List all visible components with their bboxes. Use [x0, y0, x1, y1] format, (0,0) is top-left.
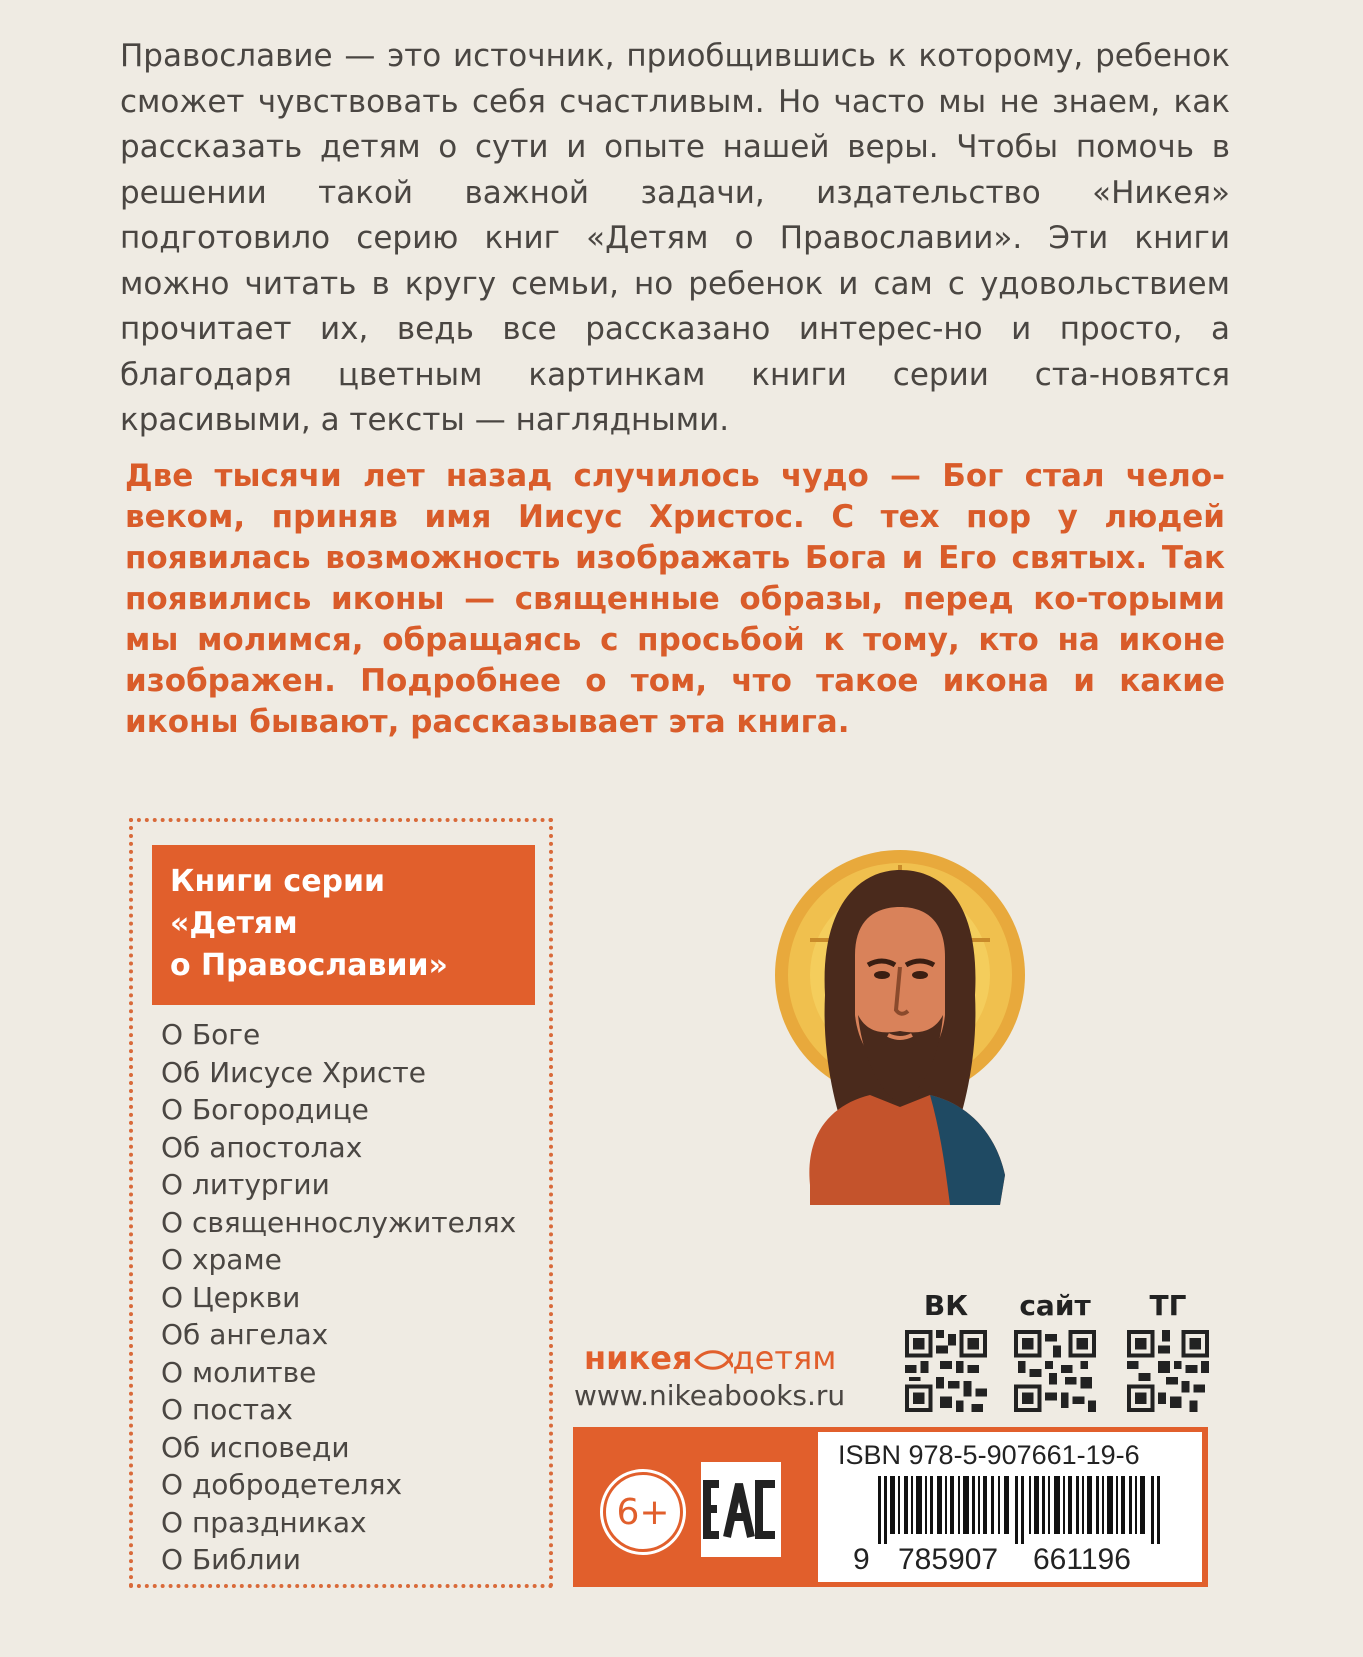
- barcode-icon: [878, 1476, 1178, 1544]
- barcode-first-digit: 9: [853, 1543, 870, 1576]
- list-item: О Библии: [161, 1543, 301, 1576]
- qr-label-vk: ВК: [923, 1289, 969, 1322]
- list-item: О праздниках: [161, 1505, 367, 1539]
- publisher-logo-kids: детям: [732, 1339, 837, 1377]
- series-heading-line-3: о Православии»: [170, 948, 448, 983]
- list-item: О Боге: [161, 1018, 261, 1051]
- list-item: О молитве: [161, 1355, 317, 1389]
- highlight-paragraph: Две тысячи лет назад случилось чудо — Бог стал чело-веком, приняв имя Иисус Христос. С тех пор у людей появилась возможность изображать Бога и Его святых. Так появились иконы — священные образы, перед ко-торыми мы молимся, обращаясь с просьбой к тому, кто на иконе изображен. Подробнее о том, что такое икона и какие иконы бывают, рассказывает эта книга.: [125, 458, 1225, 740]
- publisher-url[interactable]: www.nikeabooks.ru: [574, 1379, 846, 1412]
- list-item: Об Иисусе Христе: [161, 1055, 426, 1089]
- list-item: О храме: [161, 1243, 282, 1276]
- qr-code-icon[interactable]: [1127, 1330, 1209, 1412]
- christ-icon-illustration: [750, 845, 1050, 1205]
- publisher-logo: [584, 1339, 836, 1377]
- list-item: О постах: [161, 1393, 293, 1426]
- list-item: О литургии: [161, 1168, 330, 1201]
- qr-code-icon[interactable]: [1014, 1330, 1096, 1412]
- intro-paragraph: Православие — это источник, приобщившись к которому, ребенок сможет чувствовать себя счастливым. Но часто мы не знаем, как рассказать детям о сути и опыте нашей веры. Чтобы помочь в решении такой важной задачи, издательство «Никея» подготовило серию книг «Детям о Православии». Эти книги можно читать в кругу семьи, но ребенок и сам с удовольствием прочитает их, ведь все рассказано интерес-но и просто, а благодаря цветным картинкам книги серии ста-новятся красивыми, а тексты — наглядными.: [120, 38, 1230, 438]
- list-item: О Богородице: [161, 1093, 369, 1126]
- list-item: О добродетелях: [161, 1468, 403, 1501]
- barcode-right-group: 661196: [1033, 1543, 1131, 1576]
- list-item: О священнослужителях: [161, 1205, 517, 1239]
- eac-certification-icon: [701, 1462, 781, 1557]
- qr-code-icon[interactable]: [905, 1330, 987, 1412]
- series-heading-line-2: «Детям: [170, 906, 298, 941]
- qr-label-site: сайт: [1019, 1289, 1091, 1322]
- age-rating-badge: 6+: [603, 1472, 683, 1552]
- publisher-logo-main: никея: [584, 1339, 693, 1377]
- barcode-left-group: 785907: [898, 1543, 999, 1576]
- list-item: О Церкви: [161, 1280, 301, 1314]
- fish-icon: [693, 1339, 733, 1377]
- qr-label-tg: ТГ: [1149, 1289, 1187, 1322]
- list-item: Об апостолах: [161, 1130, 363, 1164]
- list-item: Об исповеди: [161, 1430, 350, 1464]
- series-heading: [152, 845, 535, 1005]
- series-book-list: [161, 1016, 516, 1579]
- series-heading-line-1: Книги серии: [170, 864, 386, 899]
- list-item: Об ангелах: [161, 1318, 329, 1351]
- isbn-number: ISBN 978-5-907661-19-6: [838, 1440, 1140, 1470]
